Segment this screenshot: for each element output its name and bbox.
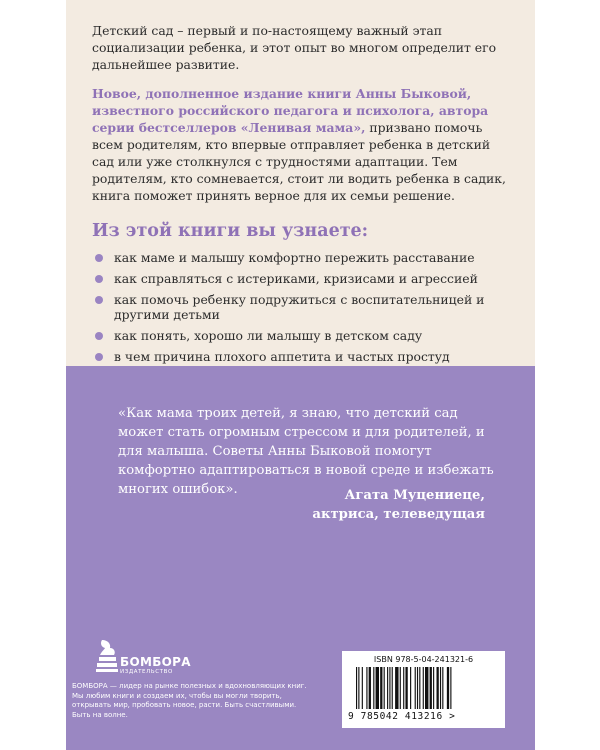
barcode-bar [403, 667, 404, 709]
barcode-bar [387, 667, 388, 709]
barcode-bar [400, 667, 401, 709]
barcode-bar [430, 667, 432, 709]
quote-panel [66, 366, 535, 750]
barcode-bar [366, 667, 367, 709]
list-item [92, 328, 512, 343]
barcode-bar [362, 667, 363, 709]
list-item [92, 271, 512, 286]
barcode-bar [415, 667, 416, 709]
bombora-wave-icon [96, 638, 118, 672]
list-item-text: как маме и малышу комфортно пережить расставание [114, 250, 475, 265]
barcode-bar [369, 667, 371, 709]
quote-author [312, 486, 485, 524]
barcode-bar [442, 667, 443, 709]
barcode-bar [358, 667, 359, 709]
barcode-bar [373, 667, 374, 709]
intro-paragraph: Детский сад – первый и по-настоящему важный этап социализации ребенка, и этот опыт во многом определит его дальнейшее развитие. [92, 23, 497, 72]
barcode-bar [440, 667, 441, 709]
barcode-bar [433, 667, 434, 709]
bullet-icon [95, 254, 103, 262]
description-paragraph [92, 85, 512, 204]
list-item-text: как понять, хорошо ли малышу в детском саду [114, 328, 423, 343]
list-item-text: как помочь ребенку подружиться с воспитательницей и другими детьми [114, 292, 485, 322]
barcode-bar [419, 667, 420, 709]
barcode-bar [417, 667, 418, 709]
learn-heading: Из этой книги вы узнаете: [92, 221, 369, 241]
barcode-bar [356, 667, 357, 709]
barcode-bar [405, 667, 407, 709]
bullet-icon [95, 332, 103, 340]
bullet-icon [95, 296, 103, 304]
isbn-label: ISBN 978-5-04-241321-6 [373, 655, 474, 664]
bullet-icon [95, 275, 103, 283]
barcode-bar [450, 667, 451, 709]
barcode-bars [356, 667, 492, 711]
bullet-icon [95, 353, 103, 361]
learn-list [92, 250, 512, 364]
barcode-bar [423, 667, 424, 709]
list-item-text: в чем причина плохого аппетита и частых простуд [114, 349, 450, 364]
list-item [92, 250, 512, 265]
barcode-bar [392, 667, 393, 709]
barcode-bar [380, 667, 382, 709]
barcode-bar [389, 667, 390, 709]
list-item [92, 292, 512, 322]
barcode-bar [410, 667, 411, 709]
logo-wordmark: БОМБОРА [120, 655, 191, 669]
barcode-digits: 9 785042 413216 > [348, 711, 456, 722]
list-item-text: как справляться с истериками, кризисами и агрессией [114, 271, 478, 286]
list-item [92, 349, 512, 364]
barcode-bar [437, 667, 439, 709]
barcode-bar [384, 667, 385, 709]
description-accent: Новое, дополненное издание книги Анны Быковой, известного российского педагога и психолога, автора серии бестселлеров «Ленивая мама», [92, 86, 489, 135]
barcode-bar [376, 667, 379, 709]
testimonial-quote: «Как мама троих детей, я знаю, что детский сад может стать огромным стрессом и для родителей, и для малыша. Советы Анны Быковой помогут комфортно адаптироваться в новой среде и избежать многих ошибок». [118, 406, 494, 497]
barcode [342, 651, 505, 728]
annotation-block [92, 22, 512, 370]
barcode-bar [447, 667, 449, 709]
publisher-description: БОМБОРА — лидер на рынке полезных и вдохновляющих книг. Мы любим книги и создаем их, чтобы вы могли творить, открывать мир, пробовать новое, расти. Быть счастливыми. Быть на волне. [72, 682, 307, 719]
publisher-logo [96, 638, 191, 675]
book-back-cover [66, 0, 535, 750]
barcode-bar [395, 667, 398, 709]
author-name: Агата Муцениеце, [344, 488, 485, 503]
description-rest: призвано помочь всем родителям, кто впервые отправляет ребенка в детский сад или уже столкнулся с трудностями адаптации. Тем родителям, кто сомневается, стоит ли водить ребенка в садик, книга поможет принять верное для их семьи решение. [92, 120, 506, 203]
barcode-bar [425, 667, 428, 709]
logo-subtitle: ИЗДАТЕЛЬСТВО [120, 669, 173, 675]
author-role: актриса, телеведущая [312, 507, 485, 522]
